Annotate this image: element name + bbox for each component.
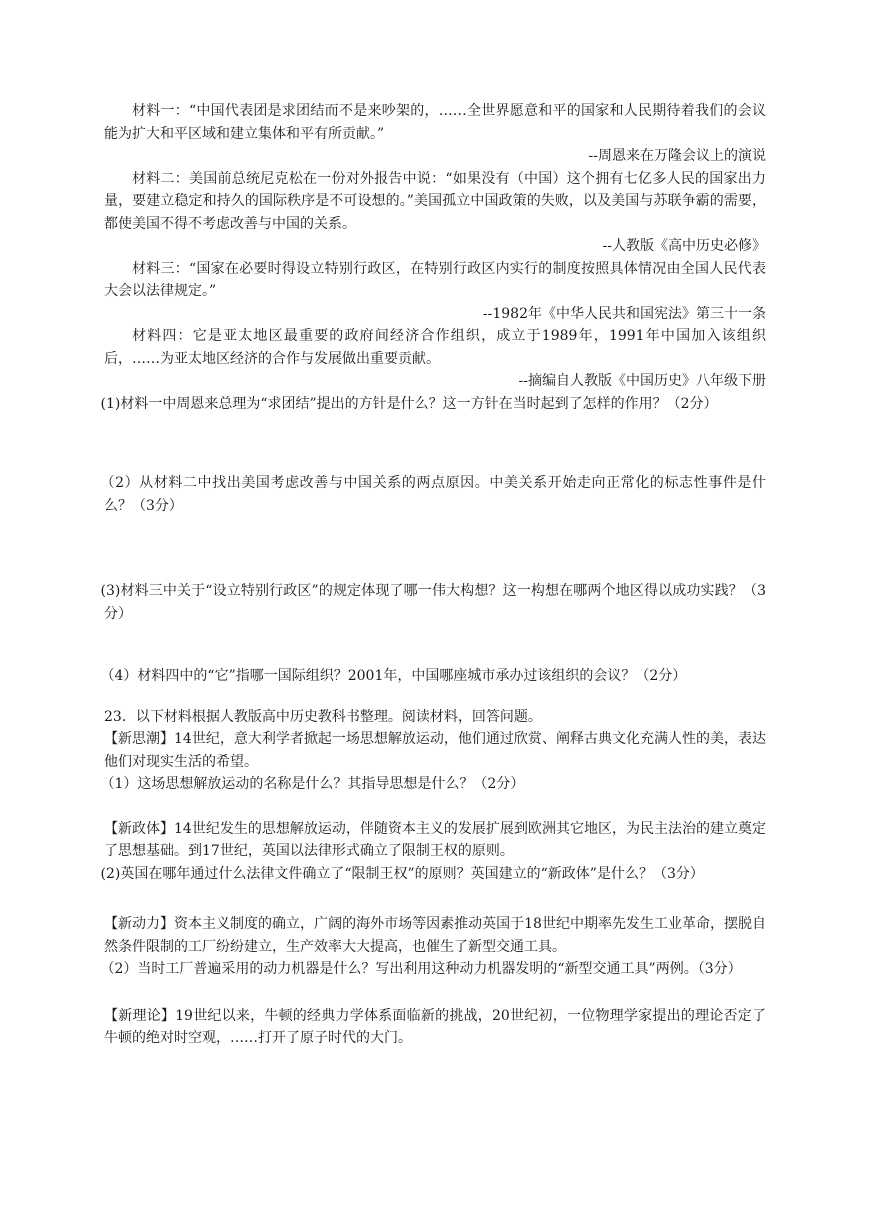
question-22-3: (3)材料三中关于“设立特别行政区”的规定体现了哪一伟大构想？这一构想在哪两个地区得以成功实践？（3分） xyxy=(100,583,766,622)
section-new-polity-text: 【新政体】14世纪发生的思想解放运动，伴随资本主义的发展扩展到欧洲其它地区，为民主法治的建立奠定了思想基础。到17世纪，英国以法律形式确立了限制王权的原则。 xyxy=(104,820,766,859)
material-four-source: --摘编自人教版《中国历史》八年级下册 xyxy=(518,373,766,389)
section-new-polity-question: (2)英国在哪年通过什么法律文件确立了“限制王权”的原则？英国建立的“新政体”是什么？（3分） xyxy=(100,865,704,882)
answer-space xyxy=(104,517,766,580)
section-new-theory-text: 【新理论】19世纪以来，牛顿的经典力学体系面临新的挑战，20世纪初，一位物理学家提出的理论否定了牛顿的绝对时空观，……打开了原子时代的大门。 xyxy=(104,1007,766,1046)
material-one-source: --周恩来在万隆会议上的演说 xyxy=(588,148,766,164)
answer-space xyxy=(104,688,766,706)
section-new-power-question: （2）当时工厂普遍采用的动力机器是什么？写出利用这种动力机器发明的“新型交通工具”两例。（3分） xyxy=(100,961,742,977)
material-three-source: --1982年《中华人民共和国宪法》第三十一条 xyxy=(482,305,766,322)
material-two-source: --人教版《高中历史必修》 xyxy=(602,238,766,254)
question-23-intro: 23．以下材料根据人教版高中历史教科书整理。阅读材料，回答问题。 xyxy=(104,708,542,725)
section-new-power-text: 【新动力】资本主义制度的确立，广阔的海外市场等因素推动英国于18世纪中期率先发生工业革命，摆脱自然条件限制的工厂纷纷建立，生产效率大大提高，也催生了新型交通工具。 xyxy=(104,916,766,955)
material-one-text: 材料一：“中国代表团是求团结而不是来吵架的，……全世界愿意和平的国家和人民期待着我们的会议能为扩大和平区域和建立集体和平有所贡献。” xyxy=(104,103,766,142)
question-22-4: （4）材料四中的“它”指哪一国际组织？2001年，中国哪座城市承办过该组织的会议？（2分） xyxy=(100,668,687,684)
material-two-text: 材料二：美国前总统尼克松在一份对外报告中说：“如果没有（中国）这个拥有七亿多人民的国家出力量，要建立稳定和持久的国际秩序是不可设想的。”美国孤立中国政策的失败，以及美国与苏联争霸的需要，都使美国不得不考虑改善与中国的关系。 xyxy=(104,170,766,232)
question-22-2: （2）从材料二中找出美国考虑改善与中国关系的两点原因。中美关系开始走向正常化的标志性事件是什么？（3分） xyxy=(100,475,766,514)
answer-space xyxy=(104,796,766,818)
answer-space xyxy=(104,885,766,913)
page-content xyxy=(100,100,766,1050)
material-four-text: 材料四：它是亚太地区最重要的政府间经济合作组织，成立于1989年，1991年中国加入该组织后，……为亚太地区经济的合作与发展做出重要贡献。 xyxy=(104,328,766,367)
answer-space xyxy=(104,981,766,1005)
section-new-thought-question: （1）这场思想解放运动的名称是什么？其指导思想是什么？（2分） xyxy=(100,776,525,792)
question-22-1: (1)材料一中周恩来总理为“求团结”提出的方针是什么？这一方针在当时起到了怎样的作用？（2分） xyxy=(100,395,718,412)
section-new-thought-text: 【新思潮】14世纪，意大利学者掀起一场思想解放运动，他们通过欣赏、阐释古典文化充满人性的美，表达他们对现实生活的希望。 xyxy=(104,731,766,770)
material-three-text: 材料三：“国家在必要时得设立特别行政区，在特别行政区内实行的制度按照具体情况由全国人民代表大会以法律规定。” xyxy=(104,260,766,299)
answer-space xyxy=(104,415,766,472)
answer-space xyxy=(104,625,766,665)
